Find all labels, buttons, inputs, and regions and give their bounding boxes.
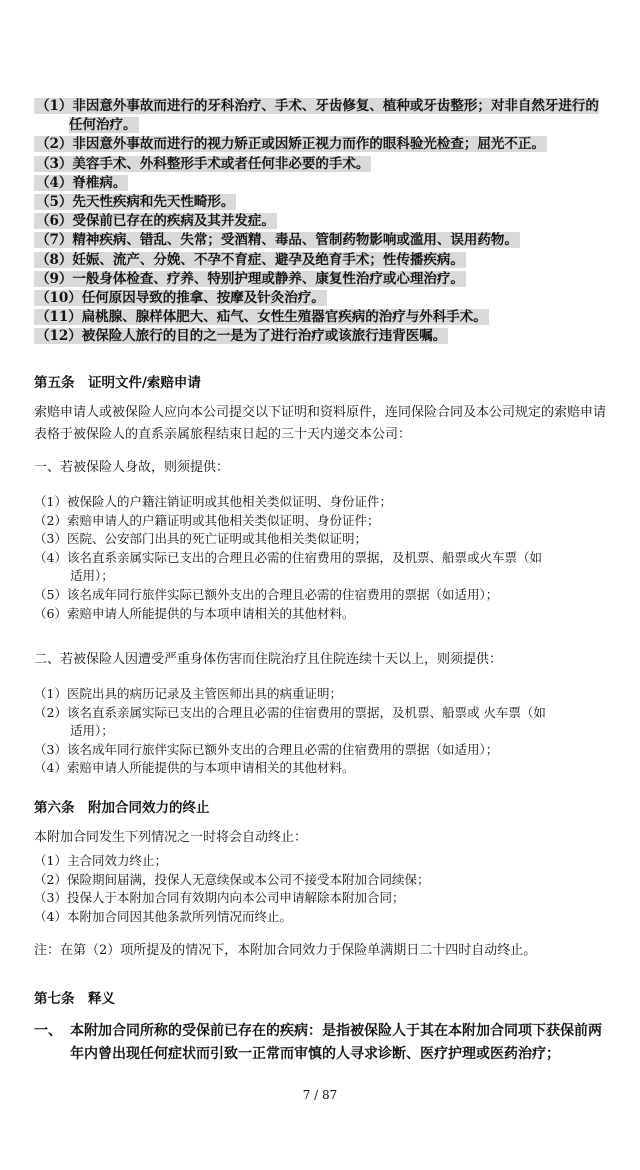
list-item: （1）主合同效力终止；: [34, 853, 167, 868]
exclusion-item: （7）精神疾病、错乱、失常；受酒精、毒品、管制药物影响或滥用、误用药物。: [36, 232, 518, 249]
list-item: （4）该名直系亲属实际已支出的合理且必需的住宿费用的票据，及机票、船票或火车票（如: [34, 549, 542, 565]
exclusion-item: （1）非因意外事故而进行的牙科治疗、手术、牙齿修复、植种或牙齿整形；对非自然牙进行的任何治疗。: [36, 98, 599, 134]
list-item: （3）该名成年同行旅伴实际已额外支出的合理且必需的住宿费用的票据（如适用）；: [34, 741, 499, 757]
exclusion-item: （8）妊娠、流产、分娩、不孕不育症、避孕及绝育手术；性传播疾病。: [36, 251, 464, 268]
case2-list: [34, 685, 612, 778]
page-number: 7 / 87: [302, 1088, 338, 1102]
case1-title: 一、若被保险人身故，则须提供：: [34, 460, 230, 475]
definition-item: [34, 1020, 614, 1066]
article5-heading: 第五条 证明文件/索赔申请: [34, 375, 201, 391]
list-item: （4）本附加合同因其他条款所列情况而终止。: [34, 908, 292, 924]
exclusion-item: （6）受保前已存在的疾病及其并发症。: [36, 213, 275, 230]
list-item: （4）索赔申请人所能提供的与本项申请相关的其他材料。: [34, 760, 355, 776]
exclusion-item: （5）先天性疾病和先天性畸形。: [36, 194, 235, 211]
exclusion-item: （3）美容手术、外科整形手术或者任何非必要的手术。: [36, 155, 370, 172]
list-item: （6）索赔申请人所能提供的与本项申请相关的其他材料。: [34, 605, 355, 621]
exclusion-item: （10）任何原因导致的推拿、按摩及针灸治疗。: [36, 290, 325, 307]
article6-intro: 本附加合同发生下列情况之一时将会自动终止：: [34, 830, 308, 845]
exclusion-item: （4）脊椎病。: [36, 174, 127, 191]
article6-list: [34, 852, 612, 926]
definition-number: 一、: [34, 1023, 62, 1039]
definition-text: 本附加合同所称的受保前已存在的疾病：是指被保险人于其在本附加合同项下获保前两年内曾出现任何症状而引致一正常而审慎的人寻求诊断、医疗护理或医药治疗；: [70, 1023, 602, 1062]
case2-title: 二、若被保险人因遭受严重身体伤害而住院治疗且住院连续十天以上，则须提供：: [34, 652, 503, 667]
list-item: （2）该名直系亲属实际已支出的合理且必需的住宿费用的票据，及机票、船票或 火车票（如: [34, 704, 546, 720]
list-item: （2）索赔申请人的户籍证明或其他相关类似证明、身份证件；: [34, 512, 380, 528]
exclusion-item: （2）非因意外事故而进行的视力矫正或因矫正视力而作的眼科验光检查；屈光不正。: [36, 136, 545, 153]
list-item: （3）投保人于本附加合同有效期内向本公司申请解除本附加合同；: [34, 890, 405, 906]
article5-intro: 索赔申请人或被保险人应向本公司提交以下证明和资料原件，连同保险合同及本公司规定的索赔申请表格于被保险人的直系亲属旅程结束日起的三十天内递交本公司：: [34, 405, 607, 442]
list-item: （3）医院、公安部门出具的死亡证明或其他相关类似证明；: [34, 531, 367, 547]
article7-heading: 第七条 释义: [34, 991, 115, 1007]
case1-list: [34, 493, 612, 623]
article6-heading: 第六条 附加合同效力的终止: [34, 800, 210, 816]
article6-note: 注：在第（2）项所提及的情况下，本附加合同效力于保险单满期日二十四时自动终止。: [34, 943, 537, 958]
exclusion-list: [34, 97, 608, 347]
list-item-continuation: 适用）；: [70, 723, 114, 739]
list-item-continuation: 适用）；: [70, 568, 114, 584]
list-item: （1）医院出具的病历记录及主管医师出具的病重证明；: [34, 686, 342, 701]
list-item: （2）保险期间届满，投保人无意续保或本公司不接受本附加合同续保；: [34, 871, 430, 887]
exclusion-item: （11）扁桃腺、腺样体肥大、疝气、女性生殖器官疾病的治疗与外科手术。: [36, 309, 487, 326]
list-item: （5）该名成年同行旅伴实际已额外支出的合理且必需的住宿费用的票据（如适用）；: [34, 586, 499, 602]
exclusion-item: （12）被保险人旅行的目的之一是为了进行治疗或该旅行违背医嘱。: [36, 328, 447, 345]
exclusion-item: （9）一般身体检查、疗养、特别护理或静养、康复性治疗或心理治疗。: [36, 270, 464, 287]
list-item: （1）被保险人的户籍注销证明或其他相关类似证明、身份证件；: [34, 494, 392, 509]
